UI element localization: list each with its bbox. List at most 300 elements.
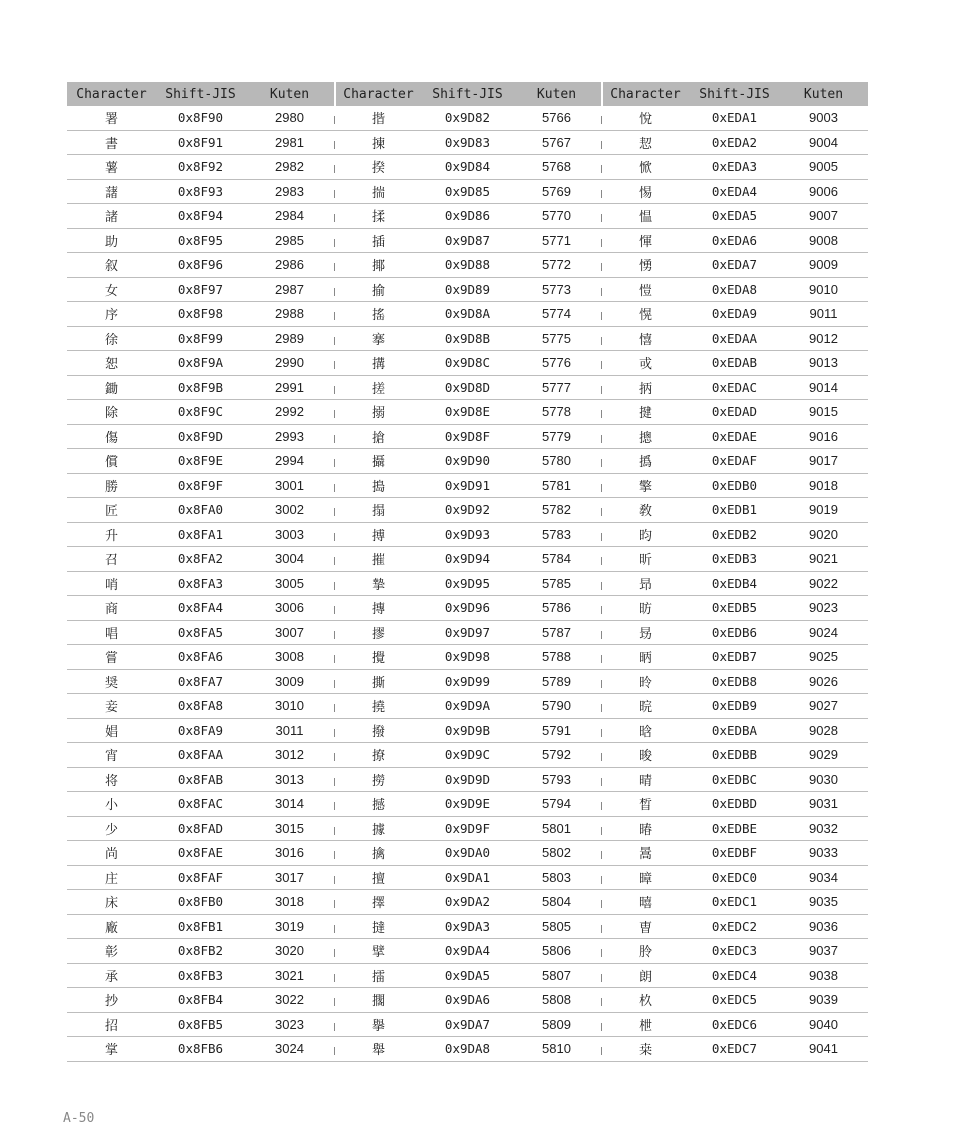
table-row [67,620,868,645]
kuten-cell-3: 9032 [779,816,868,841]
kuten-cell-1: 3020 [245,939,334,964]
shift-jis-cell-1: 0x8F97 [156,277,245,302]
character-cell-2: 攝 [334,449,423,474]
shift-jis-cell-3: 0xEDA6 [690,228,779,253]
kuten-cell-1: 3008 [245,645,334,670]
kuten-cell-3: 9021 [779,547,868,572]
code-table-container [67,82,868,1062]
shift-jis-cell-3: 0xEDC4 [690,963,779,988]
character-cell-1: 抄 [67,988,156,1013]
character-cell-1: 除 [67,400,156,425]
character-cell-2: 擧 [334,1012,423,1037]
shift-jis-cell-2: 0x9D94 [423,547,512,572]
shift-jis-cell-1: 0x8FAD [156,816,245,841]
character-cell-1: 召 [67,547,156,572]
shift-jis-cell-3: 0xEDB8 [690,669,779,694]
kuten-cell-1: 3002 [245,498,334,523]
kuten-cell-3: 9006 [779,179,868,204]
kuten-cell-3: 9010 [779,277,868,302]
table-row [67,743,868,768]
kuten-cell-3: 9015 [779,400,868,425]
character-cell-3: 悅 [601,106,690,130]
shift-jis-cell-1: 0x8FAB [156,767,245,792]
character-cell-1: 藷 [67,179,156,204]
table-row [67,473,868,498]
kuten-cell-2: 5768 [512,155,601,180]
shift-jis-cell-1: 0x8FA9 [156,718,245,743]
shift-jis-cell-3: 0xEDA8 [690,277,779,302]
table-row [67,792,868,817]
shift-jis-cell-1: 0x8FAF [156,865,245,890]
character-cell-2: 揶 [334,253,423,278]
character-cell-1: 書 [67,130,156,155]
shift-jis-cell-2: 0x9D8E [423,400,512,425]
shift-jis-cell-1: 0x8F9E [156,449,245,474]
character-cell-3: 晴 [601,767,690,792]
kuten-cell-3: 9028 [779,718,868,743]
header-character-1: Character [67,82,156,106]
kuten-cell-2: 5779 [512,424,601,449]
table-row [67,939,868,964]
kuten-cell-1: 3012 [245,743,334,768]
shift-jis-cell-1: 0x8F90 [156,106,245,130]
character-cell-1: 尚 [67,841,156,866]
shift-jis-cell-1: 0x8F95 [156,228,245,253]
character-cell-2: 擱 [334,988,423,1013]
character-cell-3: 晳 [601,792,690,817]
character-cell-2: 搨 [334,498,423,523]
character-cell-2: 撻 [334,914,423,939]
character-cell-1: 承 [67,963,156,988]
table-row [67,302,868,327]
kuten-cell-1: 3016 [245,841,334,866]
shift-jis-cell-3: 0xEDA9 [690,302,779,327]
table-row [67,277,868,302]
table-row [67,179,868,204]
table-row [67,106,868,130]
shift-jis-cell-1: 0x8FB4 [156,988,245,1013]
character-cell-3: 擎 [601,473,690,498]
kuten-cell-1: 3005 [245,571,334,596]
character-cell-3: 晥 [601,694,690,719]
table-row [67,767,868,792]
shift-jis-cell-2: 0x9D8F [423,424,512,449]
kuten-cell-1: 2981 [245,130,334,155]
table-row [67,963,868,988]
character-cell-3: 恝 [601,130,690,155]
character-cell-2: 揉 [334,204,423,229]
header-kuten-1: Kuten [245,82,334,106]
character-cell-1: 署 [67,106,156,130]
kuten-cell-3: 9037 [779,939,868,964]
shift-jis-cell-3: 0xEDC3 [690,939,779,964]
table-row [67,228,868,253]
kuten-cell-2: 5809 [512,1012,601,1037]
character-cell-3: 愠 [601,204,690,229]
character-cell-3: 愑 [601,253,690,278]
shift-jis-cell-1: 0x8F93 [156,179,245,204]
header-row [67,82,868,106]
character-cell-2: 撥 [334,718,423,743]
character-cell-1: 升 [67,522,156,547]
shift-jis-cell-3: 0xEDBB [690,743,779,768]
character-cell-2: 擘 [334,939,423,964]
kuten-cell-3: 9012 [779,326,868,351]
character-cell-3: 曺 [601,914,690,939]
kuten-cell-2: 5777 [512,375,601,400]
character-cell-3: 惕 [601,179,690,204]
kuten-cell-3: 9018 [779,473,868,498]
kuten-cell-1: 3021 [245,963,334,988]
character-cell-2: 摧 [334,547,423,572]
kuten-cell-2: 5793 [512,767,601,792]
shift-jis-cell-2: 0x9D88 [423,253,512,278]
shift-jis-cell-1: 0x8FB0 [156,890,245,915]
shift-jis-cell-3: 0xEDC1 [690,890,779,915]
character-cell-1: 少 [67,816,156,841]
header-kuten-2: Kuten [512,82,601,106]
shift-jis-cell-3: 0xEDBC [690,767,779,792]
character-cell-2: 擇 [334,890,423,915]
kuten-cell-2: 5785 [512,571,601,596]
shift-jis-cell-1: 0x8F9C [156,400,245,425]
shift-jis-cell-3: 0xEDAF [690,449,779,474]
shift-jis-cell-3: 0xEDA3 [690,155,779,180]
kuten-cell-2: 5788 [512,645,601,670]
character-cell-3: 昮 [601,620,690,645]
kuten-cell-2: 5801 [512,816,601,841]
table-row [67,424,868,449]
character-cell-3: 敎 [601,498,690,523]
kuten-cell-3: 9025 [779,645,868,670]
kuten-cell-2: 5773 [512,277,601,302]
kuten-cell-3: 9013 [779,351,868,376]
character-cell-1: 哨 [67,571,156,596]
shift-jis-cell-1: 0x8F98 [156,302,245,327]
shift-jis-cell-1: 0x8F9B [156,375,245,400]
kuten-cell-3: 9007 [779,204,868,229]
kuten-cell-1: 2983 [245,179,334,204]
kuten-cell-2: 5810 [512,1037,601,1062]
shift-jis-cell-2: 0x9D8A [423,302,512,327]
kuten-cell-2: 5790 [512,694,601,719]
shift-jis-cell-1: 0x8FB2 [156,939,245,964]
table-row [67,253,868,278]
kuten-cell-1: 3015 [245,816,334,841]
character-cell-3: 朗 [601,963,690,988]
kuten-cell-3: 9023 [779,596,868,621]
shift-jis-cell-1: 0x8F91 [156,130,245,155]
kuten-cell-1: 3014 [245,792,334,817]
table-row [67,816,868,841]
shift-jis-cell-2: 0x9DA7 [423,1012,512,1037]
shift-jis-cell-1: 0x8FA3 [156,571,245,596]
character-cell-2: 擅 [334,865,423,890]
shift-jis-cell-2: 0x9D9B [423,718,512,743]
kuten-cell-3: 9003 [779,106,868,130]
table-row [67,988,868,1013]
table-row [67,1012,868,1037]
table-row [67,890,868,915]
kuten-cell-1: 3009 [245,669,334,694]
character-cell-1: 招 [67,1012,156,1037]
character-code-table [67,82,868,1062]
shift-jis-cell-2: 0x9D91 [423,473,512,498]
kuten-cell-1: 3004 [245,547,334,572]
kuten-cell-2: 5774 [512,302,601,327]
character-cell-2: 摶 [334,596,423,621]
shift-jis-cell-3: 0xEDA1 [690,106,779,130]
shift-jis-cell-3: 0xEDC6 [690,1012,779,1037]
character-cell-3: 惲 [601,228,690,253]
character-cell-1: 将 [67,767,156,792]
shift-jis-cell-2: 0x9DA3 [423,914,512,939]
shift-jis-cell-2: 0x9D83 [423,130,512,155]
header-shift-jis-1: Shift-JIS [156,82,245,106]
character-cell-3: 摠 [601,424,690,449]
shift-jis-cell-3: 0xEDAE [690,424,779,449]
shift-jis-cell-3: 0xEDB6 [690,620,779,645]
character-cell-3: 惞 [601,155,690,180]
kuten-cell-1: 3006 [245,596,334,621]
kuten-cell-1: 2987 [245,277,334,302]
shift-jis-cell-3: 0xEDC0 [690,865,779,890]
character-cell-1: 彰 [67,939,156,964]
kuten-cell-2: 5776 [512,351,601,376]
shift-jis-cell-2: 0x9D97 [423,620,512,645]
character-cell-1: 勝 [67,473,156,498]
shift-jis-cell-3: 0xEDAB [690,351,779,376]
character-cell-1: 床 [67,890,156,915]
character-cell-3: 昞 [601,645,690,670]
kuten-cell-2: 5783 [512,522,601,547]
kuten-cell-1: 3011 [245,718,334,743]
shift-jis-cell-1: 0x8FAA [156,743,245,768]
kuten-cell-3: 9038 [779,963,868,988]
character-cell-3: 昀 [601,522,690,547]
shift-jis-cell-2: 0x9D82 [423,106,512,130]
kuten-cell-1: 2984 [245,204,334,229]
character-cell-3: 抦 [601,375,690,400]
shift-jis-cell-1: 0x8FA4 [156,596,245,621]
kuten-cell-2: 5772 [512,253,601,278]
character-cell-2: 揣 [334,179,423,204]
kuten-cell-2: 5808 [512,988,601,1013]
character-cell-1: 傷 [67,424,156,449]
character-cell-1: 小 [67,792,156,817]
shift-jis-cell-3: 0xEDAD [690,400,779,425]
kuten-cell-3: 9035 [779,890,868,915]
kuten-cell-1: 2992 [245,400,334,425]
shift-jis-cell-3: 0xEDA2 [690,130,779,155]
shift-jis-cell-2: 0x9D9C [423,743,512,768]
character-cell-1: 叙 [67,253,156,278]
character-cell-1: 庄 [67,865,156,890]
kuten-cell-1: 3019 [245,914,334,939]
kuten-cell-2: 5807 [512,963,601,988]
table-row [67,375,868,400]
kuten-cell-3: 9008 [779,228,868,253]
kuten-cell-3: 9005 [779,155,868,180]
shift-jis-cell-2: 0x9D99 [423,669,512,694]
shift-jis-cell-2: 0x9D92 [423,498,512,523]
table-row [67,596,868,621]
shift-jis-cell-2: 0x9DA1 [423,865,512,890]
shift-jis-cell-2: 0x9D9A [423,694,512,719]
kuten-cell-2: 5778 [512,400,601,425]
kuten-cell-2: 5806 [512,939,601,964]
kuten-cell-2: 5791 [512,718,601,743]
shift-jis-cell-3: 0xEDC5 [690,988,779,1013]
shift-jis-cell-1: 0x8FB1 [156,914,245,939]
character-cell-1: 掌 [67,1037,156,1062]
shift-jis-cell-1: 0x8FA7 [156,669,245,694]
kuten-cell-1: 2990 [245,351,334,376]
table-row [67,326,868,351]
shift-jis-cell-3: 0xEDB0 [690,473,779,498]
character-cell-1: 女 [67,277,156,302]
shift-jis-cell-3: 0xEDBF [690,841,779,866]
kuten-cell-3: 9036 [779,914,868,939]
character-cell-2: 揩 [334,106,423,130]
character-cell-3: 暿 [601,890,690,915]
kuten-cell-1: 2993 [245,424,334,449]
character-cell-2: 撼 [334,792,423,817]
character-cell-2: 插 [334,228,423,253]
kuten-cell-1: 2980 [245,106,334,130]
shift-jis-cell-1: 0x8FA2 [156,547,245,572]
character-cell-2: 揀 [334,130,423,155]
kuten-cell-2: 5767 [512,130,601,155]
shift-jis-cell-2: 0x9D9F [423,816,512,841]
shift-jis-cell-1: 0x8FA6 [156,645,245,670]
shift-jis-cell-1: 0x8F96 [156,253,245,278]
shift-jis-cell-1: 0x8F9A [156,351,245,376]
kuten-cell-1: 2989 [245,326,334,351]
character-cell-1: 諸 [67,204,156,229]
shift-jis-cell-2: 0x9D90 [423,449,512,474]
kuten-cell-3: 9033 [779,841,868,866]
character-cell-2: 搏 [334,522,423,547]
kuten-cell-1: 3003 [245,522,334,547]
kuten-cell-1: 3022 [245,988,334,1013]
table-row [67,498,868,523]
character-cell-3: 昉 [601,596,690,621]
shift-jis-cell-1: 0x8FAC [156,792,245,817]
kuten-cell-2: 5784 [512,547,601,572]
character-cell-1: 償 [67,449,156,474]
shift-jis-cell-1: 0x8FB5 [156,1012,245,1037]
kuten-cell-2: 5775 [512,326,601,351]
kuten-cell-3: 9016 [779,424,868,449]
shift-jis-cell-1: 0x8F99 [156,326,245,351]
shift-jis-cell-3: 0xEDA5 [690,204,779,229]
character-cell-1: 匠 [67,498,156,523]
shift-jis-cell-2: 0x9D8B [423,326,512,351]
character-cell-3: 桒 [601,1037,690,1062]
character-cell-2: 揆 [334,155,423,180]
character-cell-2: 搗 [334,473,423,498]
shift-jis-cell-1: 0x8FB6 [156,1037,245,1062]
shift-jis-cell-2: 0x9DA5 [423,963,512,988]
kuten-cell-2: 5794 [512,792,601,817]
shift-jis-cell-3: 0xEDAC [690,375,779,400]
character-cell-2: 擒 [334,841,423,866]
kuten-cell-1: 3001 [245,473,334,498]
kuten-cell-2: 5786 [512,596,601,621]
shift-jis-cell-2: 0x9DA8 [423,1037,512,1062]
character-cell-1: 廠 [67,914,156,939]
kuten-cell-2: 5781 [512,473,601,498]
shift-jis-cell-3: 0xEDA4 [690,179,779,204]
kuten-cell-2: 5771 [512,228,601,253]
character-cell-1: 奨 [67,669,156,694]
character-cell-3: 愰 [601,302,690,327]
kuten-cell-2: 5782 [512,498,601,523]
kuten-cell-1: 3024 [245,1037,334,1062]
kuten-cell-2: 5766 [512,106,601,130]
shift-jis-cell-2: 0x9D9E [423,792,512,817]
kuten-cell-3: 9029 [779,743,868,768]
table-row [67,865,868,890]
table-row [67,841,868,866]
kuten-cell-1: 2991 [245,375,334,400]
shift-jis-cell-2: 0x9D96 [423,596,512,621]
character-cell-2: 摎 [334,620,423,645]
character-cell-2: 擂 [334,963,423,988]
table-row [67,694,868,719]
kuten-cell-3: 9031 [779,792,868,817]
kuten-cell-2: 5789 [512,669,601,694]
shift-jis-cell-2: 0x9D9D [423,767,512,792]
shift-jis-cell-1: 0x8FA1 [156,522,245,547]
character-cell-2: 搴 [334,326,423,351]
character-cell-1: 宵 [67,743,156,768]
character-cell-3: 戓 [601,351,690,376]
kuten-cell-3: 9020 [779,522,868,547]
character-cell-3: 暲 [601,865,690,890]
shift-jis-cell-1: 0x8FAE [156,841,245,866]
kuten-cell-2: 5792 [512,743,601,768]
header-shift-jis-3: Shift-JIS [690,82,779,106]
character-cell-2: 撩 [334,743,423,768]
character-cell-1: 娼 [67,718,156,743]
character-cell-2: 搶 [334,424,423,449]
kuten-cell-3: 9030 [779,767,868,792]
table-row [67,449,868,474]
character-cell-2: 撈 [334,767,423,792]
kuten-cell-3: 9009 [779,253,868,278]
character-cell-1: 妾 [67,694,156,719]
table-row [67,718,868,743]
shift-jis-cell-3: 0xEDBE [690,816,779,841]
table-row [67,351,868,376]
page-number: A-50 [63,1111,95,1126]
shift-jis-cell-2: 0x9D89 [423,277,512,302]
character-cell-3: 杦 [601,988,690,1013]
table-row [67,400,868,425]
character-cell-3: 昤 [601,669,690,694]
table-body [67,106,868,1061]
shift-jis-cell-3: 0xEDB1 [690,498,779,523]
character-cell-3: 揵 [601,400,690,425]
kuten-cell-1: 3018 [245,890,334,915]
character-cell-3: 暙 [601,816,690,841]
kuten-cell-1: 3017 [245,865,334,890]
shift-jis-cell-3: 0xEDB7 [690,645,779,670]
shift-jis-cell-3: 0xEDB5 [690,596,779,621]
character-cell-2: 據 [334,816,423,841]
